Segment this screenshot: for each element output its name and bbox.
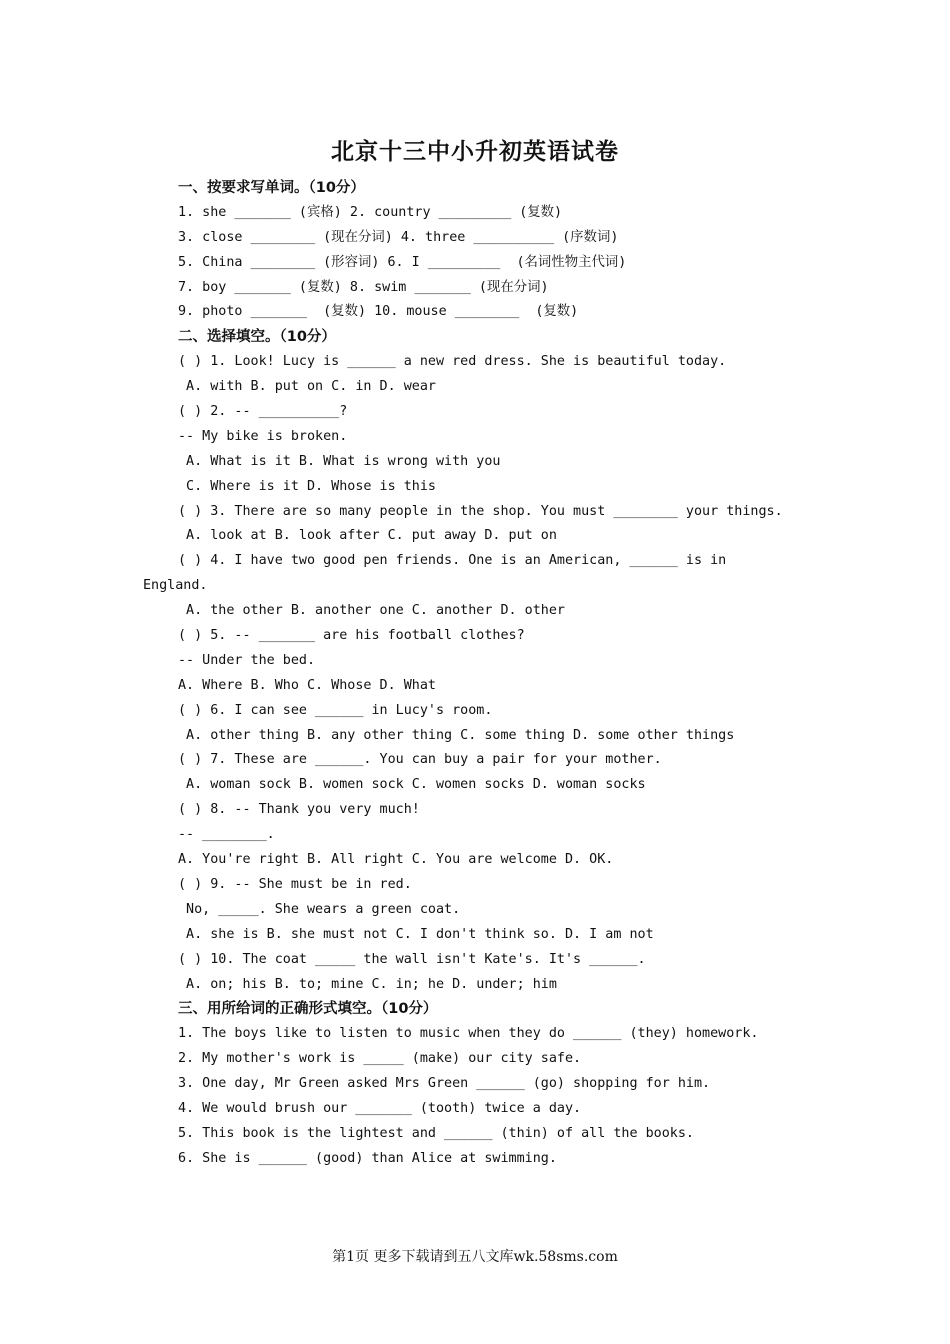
text-line: England. <box>143 578 208 594</box>
text-line: ( ) 4. I have two good pen friends. One is an American, ______ is in <box>178 553 727 569</box>
exam-content <box>143 176 898 1172</box>
text-line: A. woman sock B. women sock C. women socks D. woman socks <box>178 777 646 793</box>
text-line: A. the other B. another one C. another D. other <box>178 603 565 619</box>
text-line: A. look at B. look after C. put away D. put on <box>178 528 557 544</box>
text-line: 2. My mother's work is _____ (make) our city safe. <box>178 1051 582 1067</box>
text-line: A. she is B. she must not C. I don't think so. D. I am not <box>178 926 654 942</box>
text-line: ( ) 2. -- __________? <box>178 404 348 420</box>
text-line: 3. close ________ (现在分词) 4. three __________ (序数词) <box>178 229 619 245</box>
text-line: 4. We would brush our _______ (tooth) twice a day. <box>178 1100 582 1116</box>
text-line: ( ) 7. These are ______. You can buy a pair for your mother. <box>178 752 662 768</box>
section-heading: 三、用所给词的正确形式填空。（10分） <box>178 1001 438 1018</box>
page-title: 北京十三中小升初英语试卷 <box>331 138 619 165</box>
text-line: ( ) 1. Look! Lucy is ______ a new red dress. She is beautiful today. <box>178 354 727 370</box>
text-line: A. with B. put on C. in D. wear <box>178 379 436 395</box>
text-line: 7. boy _______ (复数) 8. swim _______ (现在分词) <box>178 279 549 295</box>
text-line: No, _____. She wears a green coat. <box>178 901 461 917</box>
text-line: -- ________. <box>178 827 275 843</box>
text-line: ( ) 8. -- Thank you very much! <box>178 802 420 818</box>
text-line: C. Where is it D. Whose is this <box>178 478 436 494</box>
text-line: 3. One day, Mr Green asked Mrs Green ______ (go) shopping for him. <box>178 1076 711 1092</box>
text-line: 5. This book is the lightest and ______ (thin) of all the books. <box>178 1125 694 1141</box>
text-line: ( ) 3. There are so many people in the shop. You must ________ your things. <box>178 503 783 519</box>
text-line: A. You're right B. All right C. You are welcome D. OK. <box>178 852 614 868</box>
section-heading: 二、选择填空。（10分） <box>178 329 336 346</box>
text-line: -- Under the bed. <box>178 652 316 668</box>
section-heading: 一、按要求写单词。（10分） <box>178 180 365 196</box>
text-line: A. other thing B. any other thing C. some thing D. some other things <box>178 727 735 743</box>
text-line: 6. She is ______ (good) than Alice at swimming. <box>178 1150 557 1166</box>
text-line: -- My bike is broken. <box>178 428 348 444</box>
text-line: ( ) 10. The coat _____ the wall isn't Kate's. It's ______. <box>178 951 646 967</box>
text-line: 9. photo _______ (复数) 10. mouse ________ (复数) <box>178 304 579 320</box>
text-line: ( ) 6. I can see ______ in Lucy's room. <box>178 702 493 718</box>
text-line: 5. China ________ (形容词) 6. I _________ (名词性物主代词) <box>178 254 627 270</box>
text-line: ( ) 5. -- _______ are his football clothes? <box>178 628 525 644</box>
text-line: 1. The boys like to listen to music when they do ______ (they) homework. <box>178 1026 759 1042</box>
text-line: ( ) 9. -- She must be in red. <box>178 876 412 892</box>
text-line: A. What is it B. What is wrong with you <box>178 453 501 469</box>
text-line: A. Where B. Who C. Whose D. What <box>178 677 436 693</box>
page-footer: 第1页 更多下载请到五八文库wk.58sms.com <box>332 1249 618 1265</box>
text-line: 1. she _______ (宾格) 2. country _________ (复数) <box>178 204 563 220</box>
text-line: A. on; his B. to; mine C. in; he D. under; him <box>178 976 557 992</box>
